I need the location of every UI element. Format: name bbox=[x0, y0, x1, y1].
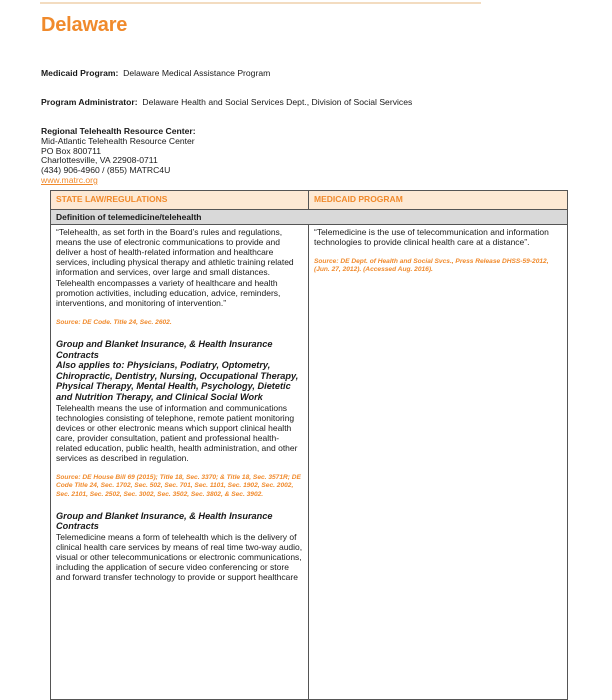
medicaid-program-value: Delaware Medical Assistance Program bbox=[123, 68, 271, 78]
medicaid-program-line bbox=[41, 68, 270, 78]
program-administrator-value: Delaware Health and Social Services Dept., Division of Social Services bbox=[142, 97, 413, 107]
medicaid-program-label: Medicaid Program: bbox=[41, 68, 119, 78]
table-header-row bbox=[51, 191, 568, 210]
state-law-subhead-2: Group and Blanket Insurance, & Health Insurance Contracts bbox=[56, 339, 273, 360]
state-law-source-2: Source: DE House Bill 69 (2015); Title 18, Sec. 3370; & Title 18, Sec. 3571R; DE Code Title 24, Sec. 1702, Sec. 502, Sec. 701, Sec. 1101, Sec. 1902, Sec. 2002, Sec. 2101, Sec. 2502, Sec. 3002, Sec. 3502, Sec. 3802, & Sec. 3902. bbox=[56, 474, 301, 498]
program-administrator-label: Program Administrator: bbox=[41, 97, 138, 107]
medicaid-definition-1: “Telemedicine is the use of telecommunication and information technologies to provide clinical health care at a distance”. bbox=[314, 227, 549, 248]
table-row bbox=[51, 225, 568, 700]
state-law-definition-3: Telemedicine means a form of telehealth which is the delivery of clinical health care services by means of real time two-way audio, visual or other telecommunications or electronic communications, including the application of secure video conferencing or store and forward transfer technology to provide or support healthcare bbox=[56, 531, 303, 583]
state-law-cell bbox=[51, 225, 309, 700]
header-rule bbox=[40, 2, 481, 4]
medicaid-cell bbox=[309, 225, 568, 700]
regional-center-phone: (434) 906-4960 / (855) MATRC4U bbox=[41, 165, 171, 176]
regional-center-city: Charlottesville, VA 22908-0711 bbox=[41, 155, 158, 166]
regional-center-link[interactable]: www.matrc.org bbox=[41, 174, 98, 185]
page-title: Delaware bbox=[41, 14, 128, 36]
regional-center-pobox: PO Box 800711 bbox=[41, 145, 102, 156]
column-header-state-law: STATE LAW/REGULATIONS bbox=[51, 191, 309, 210]
state-law-applies-2: Also applies to: Physicians, Podiatry, Optometry, Chiropractic, Dentistry, Nursing, Occupational Therapy, Physical Therapy, Mental Health, Psychology, Dietetic and Nutrition Therapy, and Clinical Social Work bbox=[56, 360, 299, 403]
state-law-source-1: Source: DE Code. Title 24, Sec. 2602. bbox=[56, 318, 172, 326]
program-administrator-line bbox=[41, 97, 412, 107]
regional-center-name: Mid-Atlantic Telehealth Resource Center bbox=[41, 135, 195, 146]
column-header-medicaid: MEDICAID PROGRAM bbox=[309, 191, 568, 210]
medicaid-source-1: Source: DE Dept. of Health and Social Svcs., Press Release DHSS-59-2012, (Jun. 27, 2012). (Accessed Aug. 2016). bbox=[314, 258, 549, 274]
telehealth-policy-table bbox=[50, 190, 568, 700]
state-law-subhead-3: Group and Blanket Insurance, & Health Insurance Contracts bbox=[56, 510, 273, 532]
regional-center-label: Regional Telehealth Resource Center: bbox=[41, 126, 196, 136]
state-law-definition-2: Telehealth means the use of information and communications technologies consisting of telephone, remote patient monitoring devices or other electronic means which support clinical health care, provider consultation, patient and professional health-related education, public health, health administration, and other services as described in regulation. bbox=[56, 402, 298, 464]
section-row bbox=[51, 210, 568, 225]
regional-telehealth-center bbox=[41, 127, 196, 186]
section-title: Definition of telemedicine/telehealth bbox=[51, 210, 568, 225]
state-law-definition-1: “Telehealth, as set forth in the Board’s rules and regulations, means the use of electronic communications to provide and deliver a host of health-related information and healthcare services, including physical therapy and athletic training related information and services, over large and small distances. Telehealth encompasses a variety of healthcare and health promotion activities, including education, advice, reminders, interventions, and monitoring of intervention.” bbox=[56, 227, 294, 308]
